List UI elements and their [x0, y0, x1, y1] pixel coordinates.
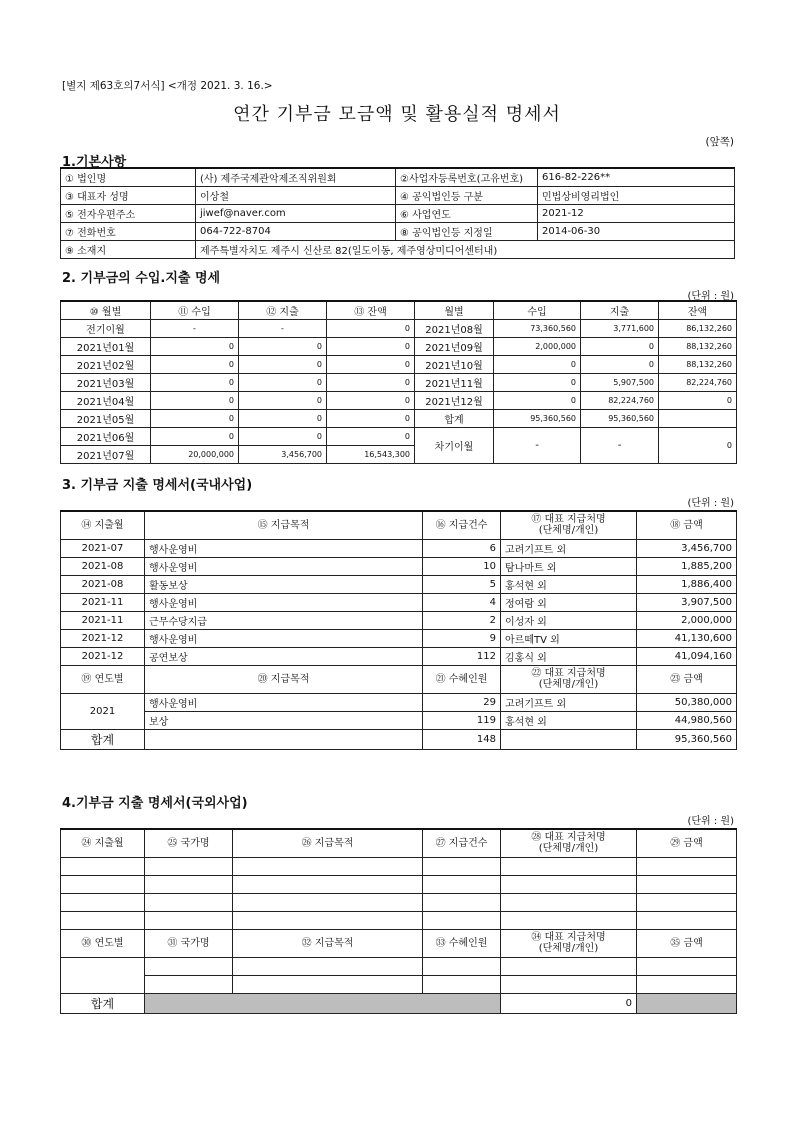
- table-row: [61, 693, 737, 711]
- table-row: [61, 320, 737, 338]
- total-count: 148: [423, 729, 501, 749]
- table-row: [61, 975, 737, 993]
- month-cell: 2021년10월: [415, 356, 494, 374]
- month-cell: 2021년06월: [61, 428, 151, 446]
- empty-cell: [61, 875, 145, 893]
- expense-cell: 0: [239, 392, 327, 410]
- purpose-cell: 공연보상: [145, 647, 423, 665]
- column-header: ㉓ 금액: [637, 665, 737, 693]
- amount-cell: 1,885,200: [637, 557, 737, 575]
- table-row: [61, 911, 737, 929]
- total-shaded: [637, 993, 737, 1013]
- empty-cell: [145, 893, 233, 911]
- field-value: 2014-06-30: [538, 223, 735, 241]
- income-cell: 0: [494, 392, 581, 410]
- section-2-title: 2. 기부금의 수입.지출 명세: [62, 271, 221, 286]
- column-header: ㉚ 연도별: [61, 929, 145, 957]
- total-blank: [501, 729, 637, 749]
- empty-cell: [501, 893, 637, 911]
- month-cell: 합계: [415, 410, 494, 428]
- count-cell: 112: [423, 647, 501, 665]
- count-cell: 10: [423, 557, 501, 575]
- table-row: [61, 857, 737, 875]
- carry-income: -: [494, 428, 581, 464]
- payee-cell: 홍석현 외: [501, 575, 637, 593]
- section-4-unit: (단위 : 원): [687, 816, 734, 827]
- header-row: [61, 511, 737, 539]
- empty-cell: [423, 911, 501, 929]
- header-row: [61, 665, 737, 693]
- expense-month: 2021-11: [61, 611, 145, 629]
- table-row: [61, 410, 737, 428]
- section-1-title: 1.기본사항: [62, 155, 127, 170]
- column-header: ㉙ 금액: [637, 829, 737, 857]
- balance-cell: 0: [327, 374, 415, 392]
- field-label: ⑨ 소재지: [61, 241, 196, 259]
- purpose-cell: 행사운영비: [145, 593, 423, 611]
- expense-cell: 82,224,760: [581, 392, 659, 410]
- form-reference: [별지 제63호의7서식] <개정 2021. 3. 16.>: [62, 80, 273, 92]
- income-cell: 0: [151, 356, 239, 374]
- column-header: ㉜ 지급목적: [233, 929, 423, 957]
- purpose-cell: 행사운영비: [145, 693, 423, 711]
- balance-cell: 82,224,760: [659, 374, 737, 392]
- total-row: [61, 729, 737, 749]
- column-header: ⑫ 지출: [239, 301, 327, 320]
- empty-cell: [423, 957, 501, 975]
- expense-cell: 0: [239, 356, 327, 374]
- balance-cell: 0: [327, 356, 415, 374]
- column-header: 잔액: [659, 301, 737, 320]
- purpose-cell: 근무수당지급: [145, 611, 423, 629]
- table-row: [61, 893, 737, 911]
- purpose-cell: 행사운영비: [145, 629, 423, 647]
- balance-cell: 86,132,260: [659, 320, 737, 338]
- income-cell: 0: [494, 374, 581, 392]
- empty-cell: [145, 911, 233, 929]
- column-header: ⑯ 지급건수: [423, 511, 501, 539]
- basic-info-table: [60, 167, 735, 259]
- field-label: ⑧ 공익법인등 지정일: [396, 223, 538, 241]
- payee-cell: 홍석현 외: [501, 711, 637, 729]
- page-side-label: (앞쪽): [705, 136, 734, 148]
- balance-cell: 0: [659, 392, 737, 410]
- overseas-expense-table: [60, 828, 737, 1014]
- expense-cell: 0: [239, 428, 327, 446]
- count-cell: 4: [423, 593, 501, 611]
- expense-cell: 0: [581, 338, 659, 356]
- empty-cell: [423, 975, 501, 993]
- empty-cell: [233, 893, 423, 911]
- expense-cell: 0: [239, 338, 327, 356]
- field-label: ⑥ 사업연도: [396, 205, 538, 223]
- count-cell: 6: [423, 539, 501, 557]
- year-cell: 2021: [61, 693, 145, 729]
- empty-cell: [637, 975, 737, 993]
- payee-cell: 이성자 외: [501, 611, 637, 629]
- table-row: [61, 428, 737, 446]
- purpose-cell: 행사운영비: [145, 539, 423, 557]
- table-row: [61, 593, 737, 611]
- amount-cell: 3,907,500: [637, 593, 737, 611]
- column-header: ㉔ 지출월: [61, 829, 145, 857]
- section-3-title: 3. 기부금 지출 명세서(국내사업): [62, 478, 253, 493]
- empty-cell: [637, 857, 737, 875]
- column-header: ㉒ 대표 지급처명 (단체명/개인): [501, 665, 637, 693]
- balance-cell: 0: [327, 410, 415, 428]
- balance-cell: 0: [327, 338, 415, 356]
- column-header: 월별: [415, 301, 494, 320]
- table-row: [61, 957, 737, 975]
- column-header: ㉘ 대표 지급처명 (단체명/개인): [501, 829, 637, 857]
- column-header: ㉕ 국가명: [145, 829, 233, 857]
- table-row: [61, 647, 737, 665]
- column-header: ㉟ 금액: [637, 929, 737, 957]
- payee-cell: 김홍식 외: [501, 647, 637, 665]
- table-row: [61, 223, 735, 241]
- empty-cell: [61, 893, 145, 911]
- payee-cell: 정여람 외: [501, 593, 637, 611]
- table-row: [61, 374, 737, 392]
- empty-cell: [637, 875, 737, 893]
- column-header: ⑮ 지급목적: [145, 511, 423, 539]
- expense-cell: 0: [239, 410, 327, 428]
- amount-cell: 2,000,000: [637, 611, 737, 629]
- empty-cell: [233, 857, 423, 875]
- carry-expense: -: [581, 428, 659, 464]
- empty-cell: [233, 957, 423, 975]
- purpose-cell: 활동보상: [145, 575, 423, 593]
- table-row: [61, 392, 737, 410]
- field-value: 064-722-8704: [196, 223, 396, 241]
- carry-forward-label: 차기이월: [415, 428, 494, 464]
- total-amount: 95,360,560: [637, 729, 737, 749]
- field-value: 민법상비영리법인: [538, 187, 735, 205]
- income-cell: 0: [151, 338, 239, 356]
- income-cell: 95,360,560: [494, 410, 581, 428]
- month-cell: 2021년07월: [61, 446, 151, 464]
- income-cell: 73,360,560: [494, 320, 581, 338]
- expense-month: 2021-07: [61, 539, 145, 557]
- amount-cell: 44,980,560: [637, 711, 737, 729]
- column-header: ㉖ 지급목적: [233, 829, 423, 857]
- field-label: ④ 공익법인등 구분: [396, 187, 538, 205]
- header-row: [61, 301, 737, 320]
- empty-cell: [61, 857, 145, 875]
- year-cell: [61, 957, 145, 993]
- field-label: ① 법인명: [61, 168, 196, 187]
- column-header: ⑲ 연도별: [61, 665, 145, 693]
- balance-cell: 16,543,300: [327, 446, 415, 464]
- income-cell: 20,000,000: [151, 446, 239, 464]
- amount-cell: 41,094,160: [637, 647, 737, 665]
- balance-cell: 88,132,260: [659, 338, 737, 356]
- table-row: [61, 205, 735, 223]
- field-label: ②사업자등록번호(고유번호): [396, 168, 538, 187]
- empty-cell: [501, 857, 637, 875]
- balance-cell: 0: [327, 320, 415, 338]
- balance-cell: 0: [327, 428, 415, 446]
- column-header: ⑪ 수입: [151, 301, 239, 320]
- balance-cell: [659, 410, 737, 428]
- expense-cell: -: [239, 320, 327, 338]
- payee-cell: 고려기프트 외: [501, 693, 637, 711]
- empty-cell: [145, 875, 233, 893]
- expense-cell: 95,360,560: [581, 410, 659, 428]
- income-expense-table: [60, 300, 737, 464]
- empty-cell: [145, 975, 233, 993]
- table-row: [61, 875, 737, 893]
- balance-cell: 0: [327, 392, 415, 410]
- table-row: [61, 241, 735, 259]
- month-cell: 2021년11월: [415, 374, 494, 392]
- total-blank: [145, 729, 423, 749]
- month-cell: 2021년04월: [61, 392, 151, 410]
- column-header: 수입: [494, 301, 581, 320]
- page-title: 연간 기부금 모금액 및 활용실적 명세서: [233, 104, 561, 125]
- payee-cell: 고려기프트 외: [501, 539, 637, 557]
- table-row: [61, 629, 737, 647]
- income-cell: 0: [494, 356, 581, 374]
- column-header: ㉑ 수혜인원: [423, 665, 501, 693]
- table-row: [61, 168, 735, 187]
- month-cell: 2021년09월: [415, 338, 494, 356]
- month-cell: 2021년12월: [415, 392, 494, 410]
- field-label: ③ 대표자 성명: [61, 187, 196, 205]
- expense-cell: 5,907,500: [581, 374, 659, 392]
- empty-cell: [423, 857, 501, 875]
- address-value: 제주특별자치도 제주시 신산로 82(일도이동, 제주영상미디어센터내): [196, 241, 735, 259]
- month-cell: 2021년02월: [61, 356, 151, 374]
- expense-cell: 0: [581, 356, 659, 374]
- income-cell: 0: [151, 428, 239, 446]
- income-cell: 0: [151, 410, 239, 428]
- field-value: jiwef@naver.com: [196, 205, 396, 223]
- empty-cell: [145, 957, 233, 975]
- column-header: ㉝ 수혜인원: [423, 929, 501, 957]
- empty-cell: [423, 875, 501, 893]
- beneficiary-count-cell: 119: [423, 711, 501, 729]
- field-value: 이상철: [196, 187, 396, 205]
- column-header: ㉗ 지급건수: [423, 829, 501, 857]
- table-row: [61, 539, 737, 557]
- field-value: 616-82-226**: [538, 168, 735, 187]
- expense-month: 2021-12: [61, 647, 145, 665]
- empty-cell: [501, 875, 637, 893]
- header-row: [61, 829, 737, 857]
- expense-month: 2021-08: [61, 557, 145, 575]
- empty-cell: [637, 957, 737, 975]
- count-cell: 2: [423, 611, 501, 629]
- total-shaded: [145, 993, 501, 1013]
- table-row: [61, 575, 737, 593]
- column-header: ㉞ 대표 지급처명 (단체명/개인): [501, 929, 637, 957]
- month-cell: 2021년01월: [61, 338, 151, 356]
- empty-cell: [233, 911, 423, 929]
- column-header: ⑬ 잔액: [327, 301, 415, 320]
- income-cell: 0: [151, 374, 239, 392]
- expense-month: 2021-11: [61, 593, 145, 611]
- balance-cell: 88,132,260: [659, 356, 737, 374]
- income-cell: 0: [151, 392, 239, 410]
- table-row: [61, 611, 737, 629]
- amount-cell: 3,456,700: [637, 539, 737, 557]
- amount-cell: 50,380,000: [637, 693, 737, 711]
- beneficiary-count-cell: 29: [423, 693, 501, 711]
- total-count: 0: [501, 993, 637, 1013]
- table-row: [61, 356, 737, 374]
- column-header: ⑱ 금액: [637, 511, 737, 539]
- field-label: ⑤ 전자우편주소: [61, 205, 196, 223]
- table-row: [61, 187, 735, 205]
- table-row: [61, 711, 737, 729]
- column-header: ⑰ 대표 지급처명 (단체명/개인): [501, 511, 637, 539]
- empty-cell: [501, 911, 637, 929]
- count-cell: 9: [423, 629, 501, 647]
- expense-month: 2021-08: [61, 575, 145, 593]
- purpose-cell: 보상: [145, 711, 423, 729]
- field-value: (사) 제주국제관악제조직위원회: [196, 168, 396, 187]
- field-value: 2021-12: [538, 205, 735, 223]
- header-row: [61, 929, 737, 957]
- empty-cell: [501, 957, 637, 975]
- payee-cell: 아르떼TV 외: [501, 629, 637, 647]
- expense-month: 2021-12: [61, 629, 145, 647]
- income-cell: -: [151, 320, 239, 338]
- expense-cell: 3,771,600: [581, 320, 659, 338]
- total-row: [61, 993, 737, 1013]
- expense-cell: 3,456,700: [239, 446, 327, 464]
- column-header: ⑩ 월별: [61, 301, 151, 320]
- column-header: 지출: [581, 301, 659, 320]
- total-label: 합계: [61, 729, 145, 749]
- month-cell: 전기이월: [61, 320, 151, 338]
- empty-cell: [61, 911, 145, 929]
- table-row: [61, 338, 737, 356]
- amount-cell: 41,130,600: [637, 629, 737, 647]
- month-cell: 2021년05월: [61, 410, 151, 428]
- month-cell: 2021년03월: [61, 374, 151, 392]
- expense-cell: 0: [239, 374, 327, 392]
- payee-cell: 탐나마트 외: [501, 557, 637, 575]
- carry-balance: 0: [659, 428, 737, 464]
- section-2-unit: (단위 : 원): [687, 291, 734, 302]
- income-cell: 2,000,000: [494, 338, 581, 356]
- section-3-unit: (단위 : 원): [687, 498, 734, 509]
- empty-cell: [637, 893, 737, 911]
- empty-cell: [233, 875, 423, 893]
- empty-cell: [501, 975, 637, 993]
- field-label: ⑦ 전화번호: [61, 223, 196, 241]
- purpose-cell: 행사운영비: [145, 557, 423, 575]
- column-header: ⑳ 지급목적: [145, 665, 423, 693]
- empty-cell: [233, 975, 423, 993]
- empty-cell: [637, 911, 737, 929]
- month-cell: 2021년08월: [415, 320, 494, 338]
- domestic-expense-table: [60, 510, 737, 750]
- column-header: ㉛ 국가명: [145, 929, 233, 957]
- table-row: [61, 557, 737, 575]
- amount-cell: 1,886,400: [637, 575, 737, 593]
- column-header: ⑭ 지출월: [61, 511, 145, 539]
- empty-cell: [423, 893, 501, 911]
- count-cell: 5: [423, 575, 501, 593]
- empty-cell: [145, 857, 233, 875]
- total-label: 합계: [61, 993, 145, 1013]
- section-4-title: 4.기부금 지출 명세서(국외사업): [62, 796, 248, 811]
